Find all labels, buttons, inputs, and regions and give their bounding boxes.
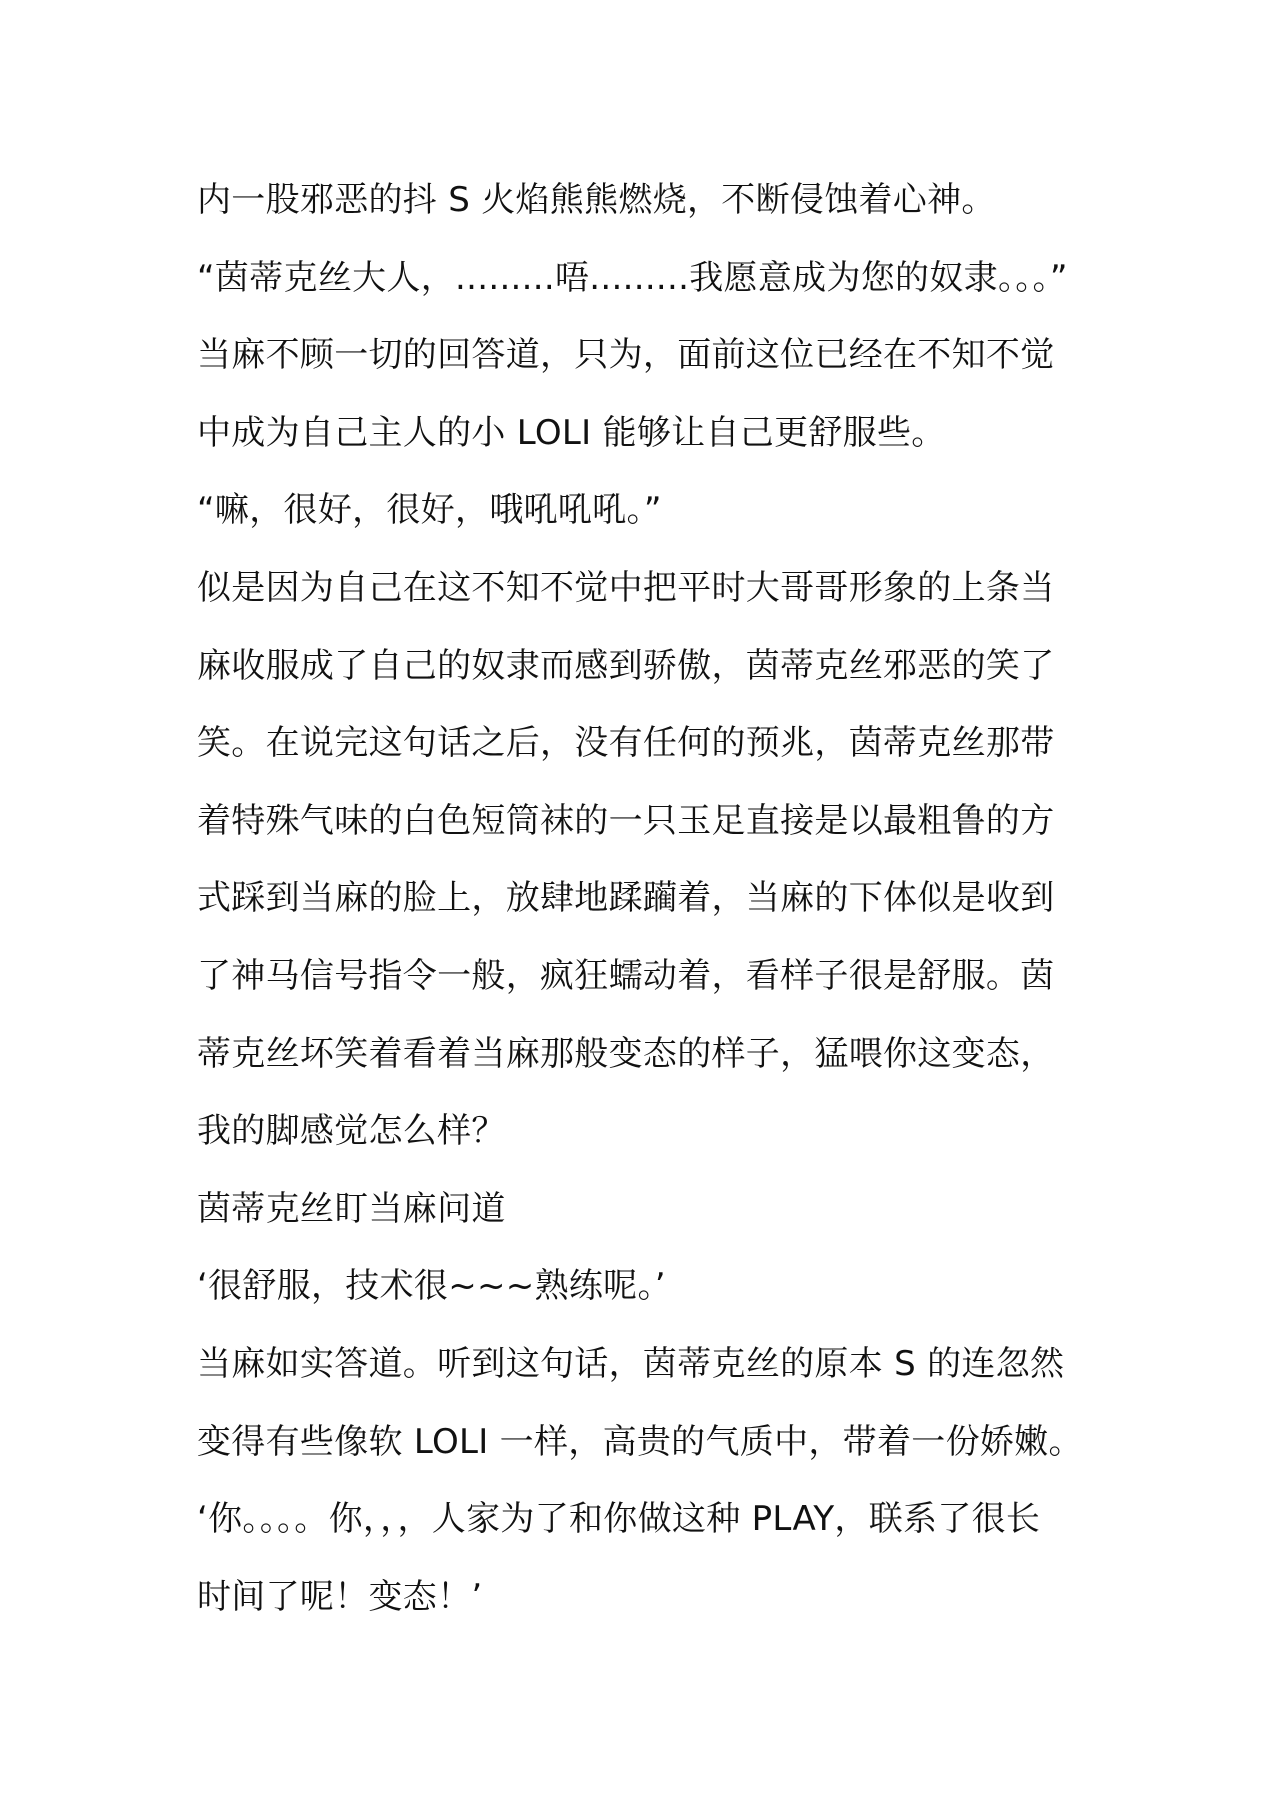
document-page <box>197 175 1097 1649</box>
text-line: 式踩到当麻的脸上，放肆地蹂躏着，当麻的下体似是收到 <box>197 878 1055 919</box>
text-line: 内一股邪恶的抖 S 火焰熊熊燃烧，不断侵蚀着心神。 <box>197 180 996 220</box>
text-line: ‘很舒服，技术很~~~熟练呢。’ <box>197 1266 666 1307</box>
text-line: 变得有些像软 LOLI 一样，高贵的气质中，带着一份娇嫩。 <box>197 1421 1083 1462</box>
text-line: 着特殊气味的白色短筒袜的一只玉足直接是以最粗鲁的方 <box>197 800 1055 841</box>
text-line: 麻收服成了自己的奴隶而感到骄傲，茵蒂克丝邪恶的笑了 <box>197 645 1055 686</box>
text-line: 笑。在说完这句话之后，没有任何的预兆，茵蒂克丝那带 <box>197 723 1055 764</box>
text-line: 当麻不顾一切的回答道，只为，面前这位已经在不知不觉 <box>197 335 1055 376</box>
text-line: 蒂克丝坏笑着看着当麻那般变态的样子，猛喂你这变态， <box>197 1033 1055 1074</box>
text-line: “茵蒂克丝大人，.........唔.........我愿意成为您的奴隶。。。” <box>197 257 1068 298</box>
text-line: ‘你。。。。你，，，人家为了和你做这种 PLAY，联系了很长 <box>197 1499 1041 1540</box>
text-line: 时间了呢！变态！’ <box>197 1576 483 1617</box>
text-line: 茵蒂克丝盯当麻问道 <box>197 1188 506 1229</box>
text-line: 了神马信号指令一般，疯狂蠕动着，看样子很是舒服。茵 <box>197 955 1055 996</box>
text-line: “嘛，很好，很好，哦吼吼吼。” <box>197 490 662 531</box>
text-line: 当麻如实答道。听到这句话，茵蒂克丝的原本 S 的连忽然 <box>197 1343 1065 1384</box>
text-line: 我的脚感觉怎么样？ <box>197 1111 506 1152</box>
text-line: 似是因为自己在这不知不觉中把平时大哥哥形象的上条当 <box>197 567 1055 608</box>
text-line: 中成为自己主人的小 LOLI 能够让自己更舒服些。 <box>197 412 946 453</box>
